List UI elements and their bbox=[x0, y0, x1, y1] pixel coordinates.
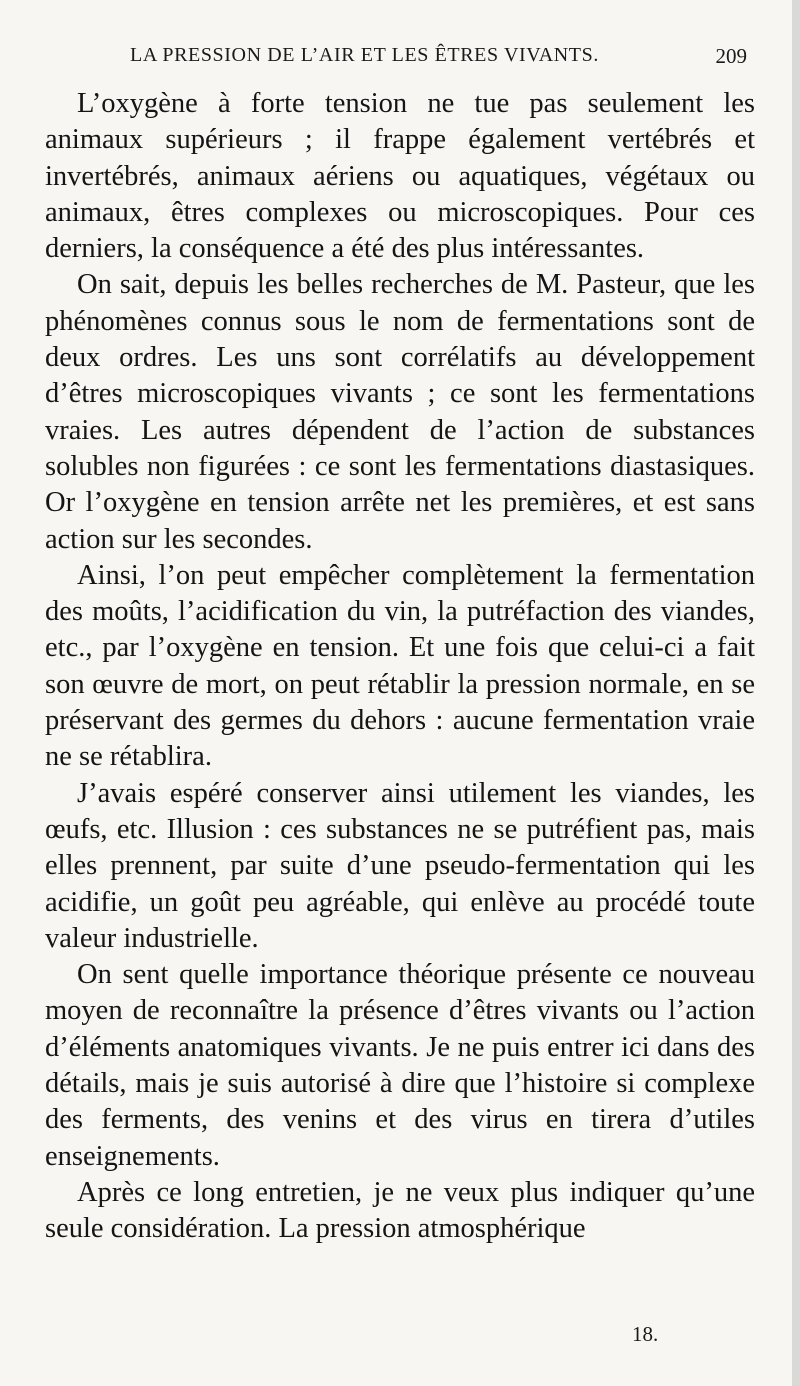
paragraph-prevent-fermentation: Ainsi, l’on peut empêcher complètement la fermentation des moûts, l’acidification du vin, la putréfaction des viandes, etc., par l’oxygène en tension. Et une fois que celui-ci a fait son œuvre de mort, on peut rétablir la pression normale, en se préservant des germes du dehors : aucune fermentation vraie ne se rétablira. bbox=[45, 559, 755, 773]
running-title: LA PRESSION DE L’AIR ET LES ÊTRES VIVANTS. bbox=[130, 44, 599, 66]
paragraph-fermentations: On sait, depuis les belles recherches de M. Pasteur, que les phénomènes connus sous le nom de fermentations sont de deux ordres. Les uns sont corrélatifs au développement d’êtres microscopiques vivants ; ce sont les fermentations vraies. Les autres dépendent de l’action de substances solubles non figurées : ce sont les fermentations diastasiques. Or l’oxygène en tension arrête net les premières, et est sans action sur les secondes. bbox=[45, 269, 755, 555]
page-header bbox=[45, 44, 747, 76]
page-number: 209 bbox=[715, 44, 747, 68]
paragraph-oxygen-tension: L’oxygène à forte tension ne tue pas seulement les animaux supérieurs ; il frappe également vertébrés et invertébrés, animaux aériens ou aquatiques, végétaux ou animaux, êtres complexes ou microscopiques. Pour ces derniers, la conséquence a été des plus intéressantes. bbox=[45, 88, 755, 265]
body-text bbox=[45, 86, 755, 1248]
paragraph-conservation: J’avais espéré conserver ainsi utilement les viandes, les œufs, etc. Illusion : ces substances ne se putréfient pas, mais elles prennent, par suite d’une pseudo-fermentation qui les acidifie, un goût peu agréable, qui enlève au procédé toute valeur industrielle. bbox=[45, 777, 755, 954]
signature-mark: 18. bbox=[632, 1322, 659, 1346]
paragraph-theoretical-importance: On sent quelle importance théorique présente ce nouveau moyen de reconnaître la présence d’êtres vivants ou l’action d’éléments anatomiques vivants. Je ne puis entrer ici dans des détails, mais je suis autorisé à dire que l’histoire si complexe des ferments, des venins et des virus en tirera d’utiles enseignements. bbox=[45, 959, 755, 1172]
paragraph-final-consideration: Après ce long entretien, je ne veux plus indiquer qu’une seule considération. La pression atmosphérique bbox=[45, 1176, 755, 1245]
